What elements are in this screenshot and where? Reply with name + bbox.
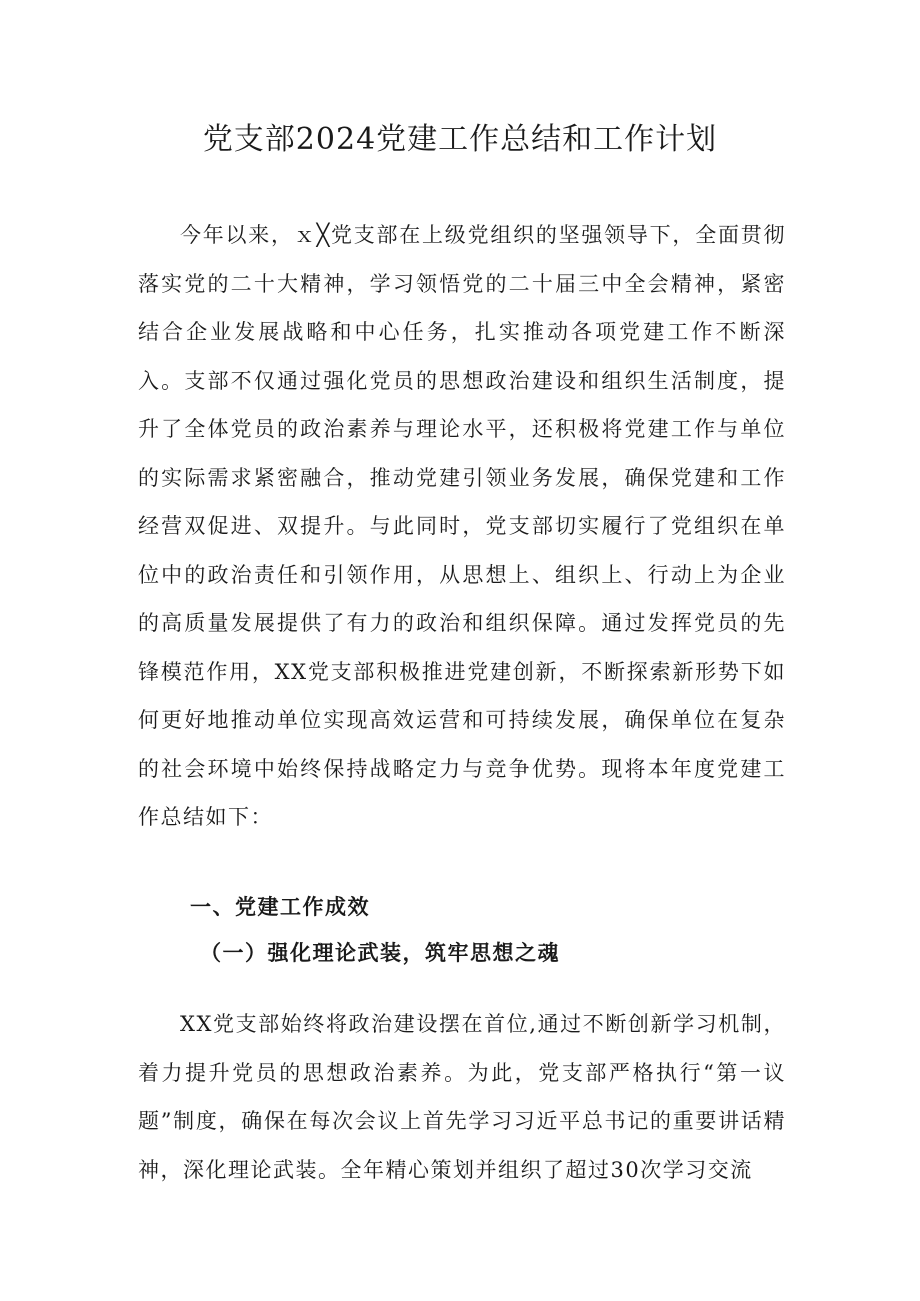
subsection-heading: （一）强化理论武装，筑牢思想之魂	[200, 940, 560, 965]
subsection-paragraph: XX党支部始终将政治建设摆在首位,通过不断创新学习机制，着力提升党员的思想政治素养。为此，党支部严格执行“第一议题”制度，确保在每次会议上首先学习习近平总书记的重要讲话精神，深化理论武装。全年精心策划并组织了超过30次学习交流	[138, 1012, 786, 1182]
section-heading: 一、党建工作成效	[190, 894, 370, 919]
intro-paragraph: 今年以来，ｘ╳党支部在上级党组织的坚强领导下，全面贯彻落实党的二十大精神，学习领悟党的二十届三中全会精神，紧密结合企业发展战略和中心任务，扎实推动各项党建工作不断深入。支部不仅通过强化党员的思想政治建设和组织生活制度，提升了全体党员的政治素养与理论水平，还积极将党建工作与单位的实际需求紧密融合，推动党建引领业务发展，确保党建和工作经营双促进、双提升。与此同时，党支部切实履行了党组织在单位中的政治责任和引领作用，从思想上、组织上、行动上为企业的高质量发展提供了有力的政治和组织保障。通过发挥党员的先锋模范作用，XX党支部积极推进党建创新，不断探索新形势下如何更好地推动单位实现高效运营和可持续发展，确保单位在复杂的社会环境中始终保持战略定力与竞争优势。现将本年度党建工作总结如下：	[138, 223, 786, 829]
document-title: 党支部2024党建工作总结和工作计划	[202, 122, 718, 157]
